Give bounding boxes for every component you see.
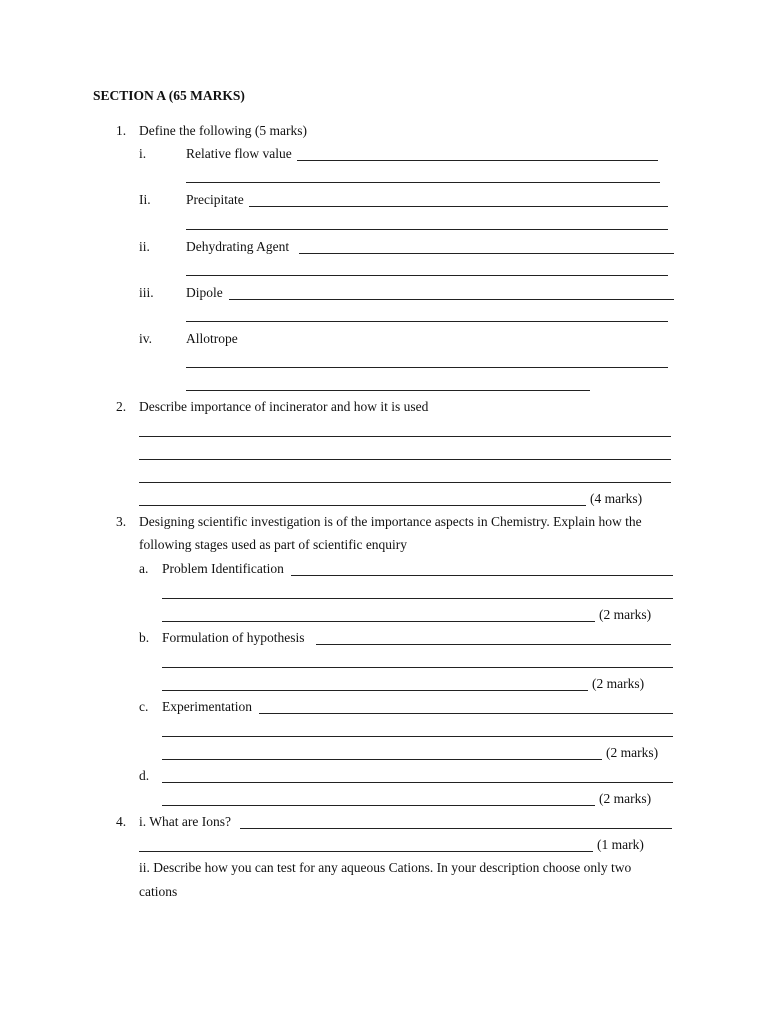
answer-line[interactable]	[162, 782, 673, 783]
answer-line[interactable]	[316, 644, 671, 645]
question-4-part-i-marks: (1 mark)	[597, 837, 644, 852]
answer-line[interactable]	[162, 805, 595, 806]
answer-line[interactable]	[139, 482, 671, 483]
q1-item-roman: Ii.	[139, 192, 151, 207]
answer-line[interactable]	[229, 299, 674, 300]
question-2-prompt: Describe importance of incinerator and how it is used	[139, 399, 429, 414]
q1-item-term: Precipitate	[186, 192, 244, 207]
question-4-part-ii-line1: ii. Describe how you can test for any aqueous Cations. In your description choose only two	[139, 860, 632, 875]
question-2-number: 2.	[116, 399, 127, 414]
question-3-prompt-line2: following stages used as part of scientific enquiry	[139, 537, 408, 552]
answer-line[interactable]	[162, 598, 673, 599]
answer-line[interactable]	[139, 505, 586, 506]
q3-part-marks: (2 marks)	[592, 676, 645, 691]
q1-item-roman: i.	[139, 146, 147, 161]
question-3-prompt-line1: Designing scientific investigation is of the importance aspects in Chemistry. Explain how the	[139, 514, 642, 529]
answer-line[interactable]	[297, 160, 658, 161]
answer-line[interactable]	[299, 253, 674, 254]
question-4-number: 4.	[116, 814, 127, 829]
answer-line[interactable]	[162, 736, 673, 737]
q1-item-roman: iii.	[139, 285, 154, 300]
answer-line[interactable]	[139, 851, 593, 852]
question-1-number: 1.	[116, 123, 127, 138]
answer-line[interactable]	[162, 621, 595, 622]
question-1-prompt: Define the following (5 marks)	[139, 123, 307, 138]
answer-line[interactable]	[240, 828, 672, 829]
q1-item-term: Allotrope	[186, 331, 238, 346]
answer-line[interactable]	[186, 182, 660, 183]
answer-line[interactable]	[186, 275, 668, 276]
q3-part-marks: (2 marks)	[606, 745, 659, 760]
q3-part-label: Experimentation	[162, 699, 252, 714]
q1-item-term: Dehydrating Agent	[186, 239, 290, 254]
answer-line[interactable]	[162, 759, 602, 760]
q1-item-term: Dipole	[186, 285, 223, 300]
q3-part-label: Problem Identification	[162, 561, 284, 576]
q1-item-term: Relative flow value	[186, 146, 292, 161]
q3-part-letter: c.	[139, 699, 149, 714]
answer-line[interactable]	[291, 575, 673, 576]
answer-line[interactable]	[186, 229, 668, 230]
q3-part-letter: a.	[139, 561, 149, 576]
question-4-part-i: i. What are Ions?	[139, 814, 231, 829]
q1-item-roman: ii.	[139, 239, 150, 254]
q3-part-letter: b.	[139, 630, 150, 645]
question-2-marks: (4 marks)	[590, 491, 643, 506]
q3-part-marks: (2 marks)	[599, 791, 652, 806]
answer-line[interactable]	[139, 459, 671, 460]
q3-part-letter: d.	[139, 768, 150, 783]
answer-line[interactable]	[139, 436, 671, 437]
q3-part-label: Formulation of hypothesis	[162, 630, 305, 645]
answer-line[interactable]	[249, 206, 668, 207]
answer-line[interactable]	[162, 690, 588, 691]
q1-item-roman: iv.	[139, 331, 152, 346]
answer-line[interactable]	[186, 390, 590, 391]
answer-line[interactable]	[186, 367, 668, 368]
question-4-part-ii-line2: cations	[139, 884, 178, 899]
question-3-number: 3.	[116, 514, 127, 529]
answer-line[interactable]	[259, 713, 673, 714]
section-title: SECTION A (65 MARKS)	[93, 88, 245, 103]
q3-part-marks: (2 marks)	[599, 607, 652, 622]
answer-line[interactable]	[162, 667, 673, 668]
answer-line[interactable]	[186, 321, 668, 322]
